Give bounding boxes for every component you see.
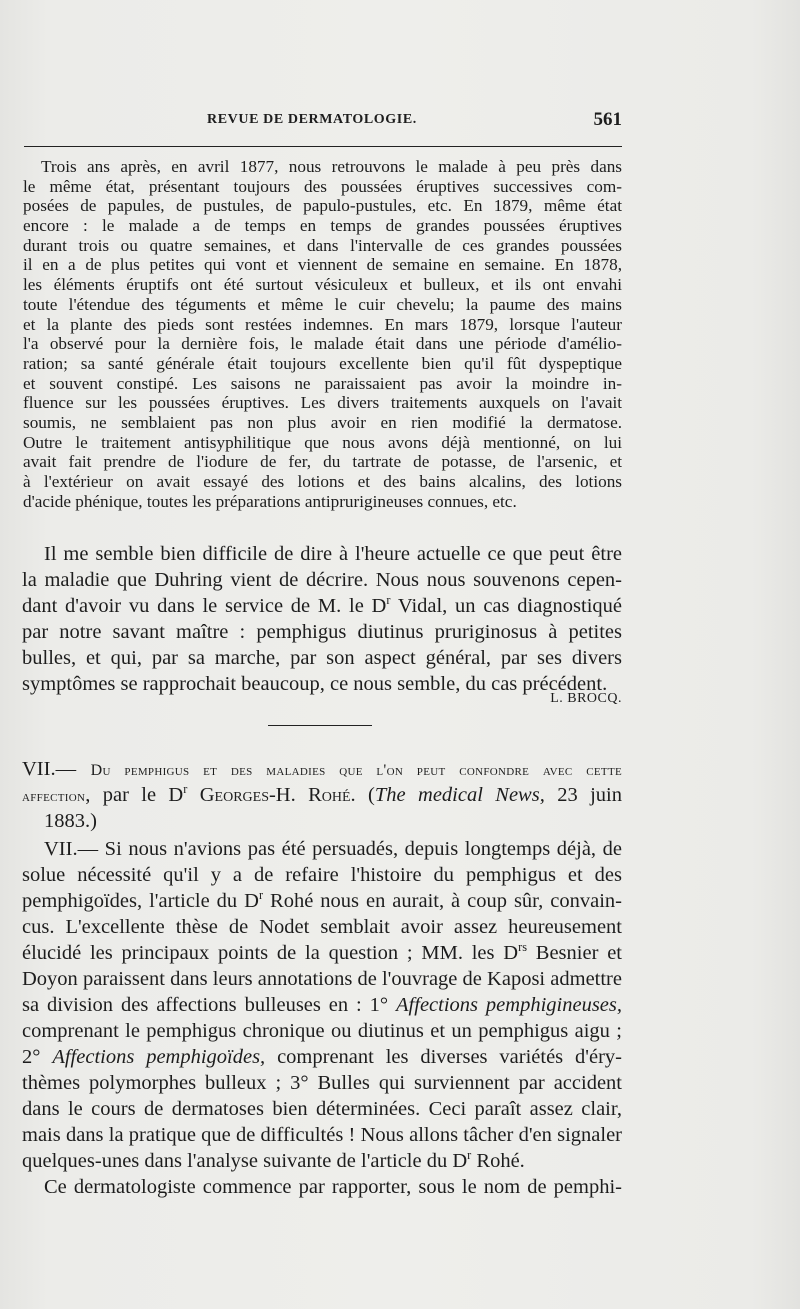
text-line: cus. L'excellente thèse de Nodet semblait avoir assez heureusement <box>22 916 622 938</box>
text-line: symptômes se rapprochait beaucoup, ce nous semble, du cas précédent. <box>22 673 608 695</box>
text-line: 2° Affections pemphigoïdes, comprenant les diverses variétés d'éry- <box>22 1046 622 1068</box>
small-text-line: toute l'étendue des téguments et même le cuir chevelu; la paume des mains <box>23 294 622 314</box>
text-line: Il me semble bien difficile de dire à l'heure actuelle ce que peut être <box>44 543 622 565</box>
small-text-line: durant trois ou quatre semaines, et dans l'intervalle de ces grandes poussées <box>23 235 622 255</box>
small-text-line: encore : le malade a de temps en temps de grandes poussées éruptives <box>23 216 622 236</box>
text-line: Doyon paraissent dans leurs annotations de l'ouvrage de Kaposi admettre <box>22 968 622 990</box>
section-title-line: VII.— Du pemphigus et des maladies que l'on peut confondre avec cette <box>22 758 622 780</box>
header-rule <box>24 146 622 147</box>
small-text-line: Outre le traitement antisyphilitique que nous avons déjà mentionné, on lui <box>23 432 622 452</box>
paragraph-2 <box>22 836 622 1200</box>
text-line: sa division des affections bulleuses en : 1° Affections pemphigineuses, <box>22 994 622 1016</box>
text-line: VII.— Si nous n'avions pas été persuadés, depuis longtemps déjà, de <box>44 838 622 860</box>
text-line: quelques-unes dans l'analyse suivante de l'article du $D^r$ Rohé. <box>22 1148 525 1172</box>
section-title <box>22 756 622 834</box>
small-text-line: et souvent constipé. Les saisons ne paraissaient pas avoir la moindre in- <box>23 373 622 393</box>
small-text-block <box>23 157 622 511</box>
small-text-line: avait fait prendre de l'iodure de fer, du tartrate de potasse, de l'arsenic, et <box>23 452 622 472</box>
small-text-line: d'acide phénique, toutes les préparations antiprurigineuses connues, etc. <box>23 491 517 511</box>
page-header <box>22 109 622 132</box>
text-line: dant d'avoir vu dans le service de M. le $D^r$ Vidal, un cas diagnostiqué <box>22 593 622 617</box>
separator-rule <box>268 725 372 726</box>
section-title-line: affection, par le $D^r$ Georges-H. Rohé. (The medical News, 23 juin <box>22 782 622 806</box>
small-text-line: l'a observé pour la dernière fois, le malade était dans une période d'amélio- <box>23 334 622 354</box>
text-line: mais dans la pratique que de difficultés ! Nous allons tâcher d'en signaler <box>22 1124 622 1146</box>
text-line: bulles, et qui, par sa marche, par son aspect général, par ses divers <box>22 647 622 669</box>
small-text-line: Trois ans après, en avril 1877, nous retrouvons le malade à peu près dans <box>41 157 622 176</box>
text-line: élucidé les principaux points de la question ; MM. les $D^{rs}$ Besnier et <box>22 940 622 964</box>
text-line: dans le cours de dermatoses bien déterminées. Ceci paraît assez clair, <box>22 1098 622 1120</box>
small-text-line: il en a de plus petites qui vont et viennent de semaine en semaine. En 1878, <box>23 255 622 275</box>
small-text-line: et la plante des pieds sont restées indemnes. En mars 1879, lorsque l'auteur <box>23 314 622 334</box>
signature: L. BROCQ. <box>550 691 622 706</box>
section-title-line: 1883.) <box>44 810 97 832</box>
page-number: 561 <box>593 109 622 130</box>
small-text-line: les éléments éruptifs ont été surtout vésiculeux et bulleux, et ils ont envahi <box>23 275 622 295</box>
text-line: solue nécessité qu'il y a de refaire l'histoire du pemphigus et des <box>22 864 622 886</box>
text-line: comprenant le pemphigus chronique ou diutinus et un pemphigus aigu ; <box>22 1020 622 1042</box>
small-text-line: le même état, présentant toujours des poussées éruptives successives com- <box>23 176 622 196</box>
text-line: Ce dermatologiste commence par rapporter, sous le nom de pemphi- <box>44 1176 622 1198</box>
paragraph-1 <box>22 541 622 697</box>
text-line: thèmes polymorphes bulleux ; 3° Bulles qui surviennent par accident <box>22 1072 622 1094</box>
small-text-line: fluence sur les poussées éruptives. Les divers traitements auxquels on l'avait <box>23 393 622 413</box>
text-line: pemphigoïdes, l'article du $D^r$ Rohé nous en aurait, à coup sûr, convain- <box>22 888 622 912</box>
text-line: par notre savant maître : pemphigus diutinus pruriginosus à petites <box>22 621 622 643</box>
running-head: REVUE DE DERMATOLOGIE. <box>207 112 417 127</box>
small-text-line: soumis, ne semblaient pas non plus avoir en rien modifié la dermatose. <box>23 412 622 432</box>
small-text-line: à l'extérieur on avait essayé des lotions et des bains alcalins, des lotions <box>23 472 622 491</box>
small-text-line: posées de papules, de pustules, de papulo-pustules, etc. En 1879, même état <box>23 196 622 216</box>
small-text-line: ration; sa santé générale était toujours excellente bien qu'il fût dyspeptique <box>23 353 622 373</box>
text-line: la maladie que Duhring vient de décrire. Nous nous souvenons cepen- <box>22 569 622 591</box>
